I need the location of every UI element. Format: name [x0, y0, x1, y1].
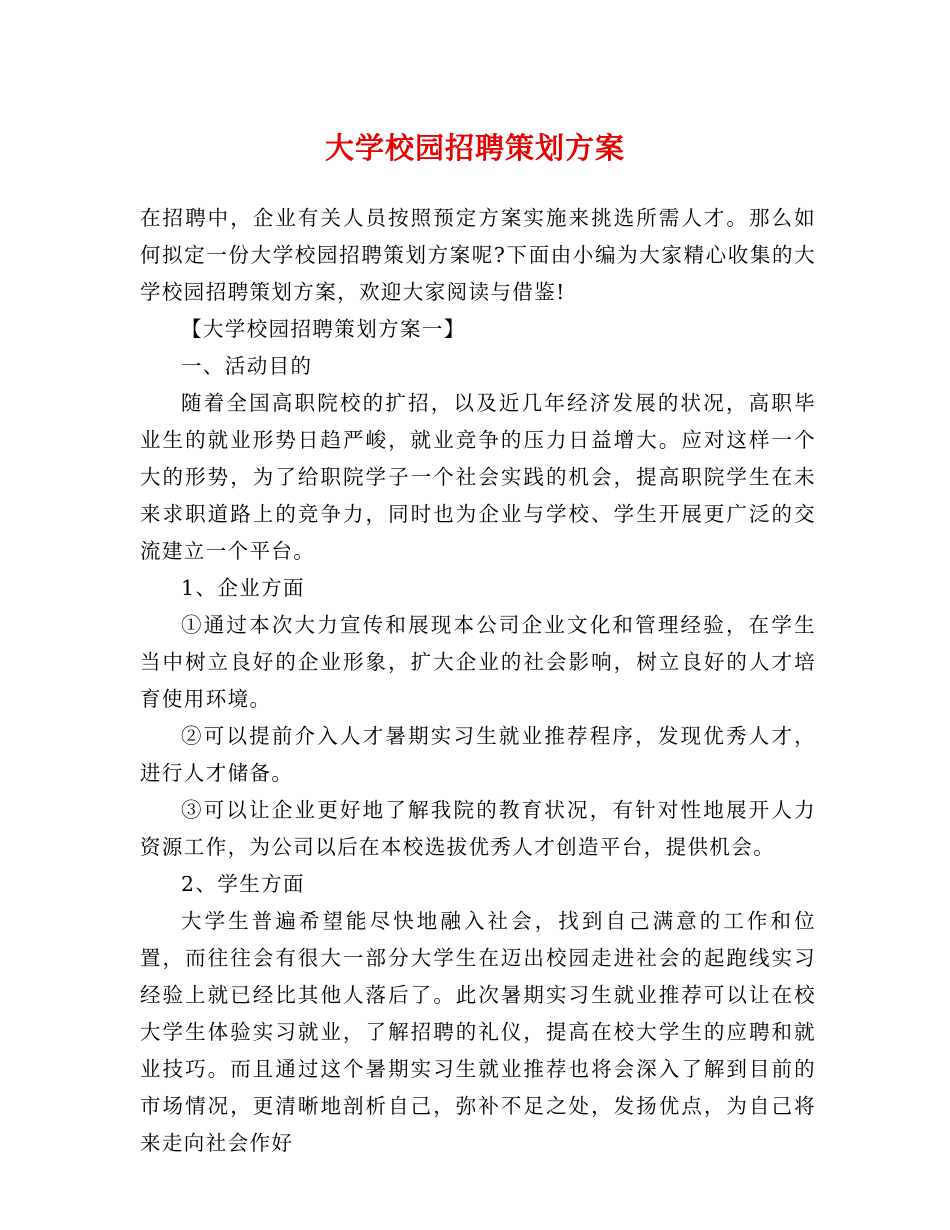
- document-body: [140, 200, 816, 1162]
- document-title: 大学校园招聘策划方案: [324, 131, 625, 165]
- enterprise-item-1: ①通过本次大力宣传和展现本公司企业文化和管理经验，在学生当中树立良好的企业形象，扩大企业的社会影响，树立良好的人才培育使用环境。: [140, 613, 816, 711]
- enterprise-item-2: ②可以提前介入人才暑期实习生就业推荐程序，发现优秀人才，进行人才储备。: [140, 724, 816, 785]
- purpose-paragraph: 随着全国高职院校的扩招，以及近几年经济发展的状况，高职毕业生的就业形势日趋严峻，就业竞争的压力日益增大。应对这样一个大的形势，为了给职院学子一个社会实践的机会，提高职院学生在未来求职道路上的竞争力，同时也为企业与学校、学生开展更广泛的交流建立一个平台。: [140, 391, 816, 563]
- subheading-students: 2、学生方面: [181, 872, 305, 896]
- section-heading-plan-one: 【大学校园招聘策划方案一】: [181, 317, 466, 341]
- section-heading-purpose: 一、活动目的: [181, 354, 313, 378]
- subheading-enterprise: 1、企业方面: [181, 576, 305, 600]
- enterprise-item-3: ③可以让企业更好地了解我院的教育状况，有针对性地展开人力资源工作，为公司以后在本校选拔优秀人才创造平台，提供机会。: [140, 798, 816, 859]
- intro-paragraph: 在招聘中，企业有关人员按照预定方案实施来挑选所需人才。那么如何拟定一份大学校园招聘策划方案呢?下面由小编为大家精心收集的大学校园招聘策划方案，欢迎大家阅读与借鉴!: [140, 206, 816, 304]
- students-paragraph: 大学生普遍希望能尽快地融入社会，找到自己满意的工作和位置，而往往会有很大一部分大学生在迈出校园走进社会的起跑线实习经验上就已经比其他人落后了。此次暑期实习生就业推荐可以让在校大学生体验实习就业，了解招聘的礼仪，提高在校大学生的应聘和就业技巧。而且通过这个暑期实习生就业推荐也将会深入了解到目前的市场情况，更清晰地剖析自己，弥补不足之处，发扬优点，为自己将来走向社会作好: [140, 909, 816, 1155]
